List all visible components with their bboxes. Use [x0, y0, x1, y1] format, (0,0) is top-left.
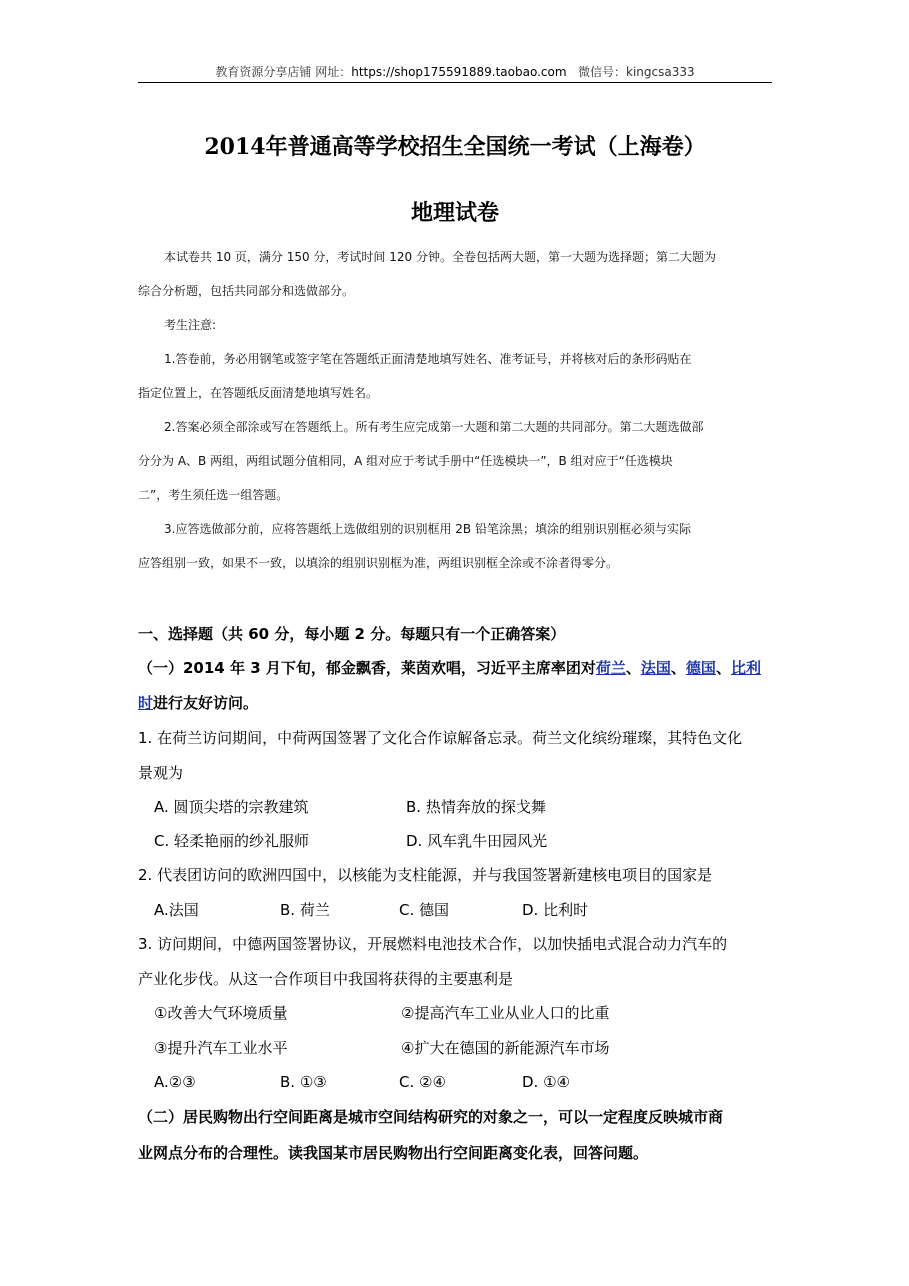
notice-line: 应答组别一致，如果不一致，以填涂的组别识别框为准，两组识别框全涂或不涂者得零分。 [138, 556, 619, 570]
question-3-cont: 产业化步伐。从这一合作项目中我国将获得的主要惠利是 [138, 970, 514, 988]
wechat-label: 微信号： [577, 65, 626, 79]
group1-text: （一）2014 年 3 月下旬，郁金飘香，莱茵欢唱，习近平主席率团对 [138, 659, 596, 677]
shop-url[interactable]: https://shop175591889.taobao.com [351, 65, 567, 79]
item-2: ②提高汽车工业从业人口的比重 [401, 1004, 610, 1022]
notice-line: 2.答案必须全部涂或写在答题纸上。所有考生应完成第一大题和第二大题的共同部分。第二大题选做部 [164, 420, 704, 434]
url-label: 网址： [315, 65, 352, 79]
link-france[interactable]: 法国 [640, 659, 671, 677]
group1-line [138, 651, 772, 685]
notice-line: 二”，考生须任选一组答题。 [138, 488, 289, 502]
separator: 、 [715, 659, 731, 677]
option-c[interactable]: C. 轻柔艳丽的纱礼服师 [154, 832, 310, 850]
item-3: ③提升汽车工业水平 [154, 1039, 288, 1057]
section-heading: 一、选择题（共 60 分，每小题 2 分。每题只有一个正确答案） [138, 625, 566, 643]
separator: 、 [625, 659, 641, 677]
intro-line: 本试卷共 10 页，满分 150 分，考试时间 120 分钟。全卷包括两大题，第一大题为选择题；第二大题为 [164, 250, 716, 264]
option-a[interactable]: A.②③ [154, 1073, 196, 1091]
question-1-cont: 景观为 [138, 764, 184, 782]
option-b[interactable]: B. 热情奔放的探戈舞 [406, 798, 546, 816]
item-1: ①改善大气环境质量 [154, 1004, 288, 1022]
wechat-id: kingcsa333 [626, 65, 695, 79]
option-d[interactable]: D. ①④ [522, 1073, 570, 1091]
group1-line-2 [138, 686, 772, 720]
question-3: 3. 访问期间，中德两国签署协议，开展燃料电池技术合作，以加快插电式混合动力汽车的 [138, 935, 728, 953]
notice-line: 3.应答选做部分前，应将答题纸上选做组别的识别框用 2B 铅笔涂黑；填涂的组别识别框必须与实际 [164, 522, 691, 536]
link-germany[interactable]: 德国 [685, 659, 716, 677]
intro-block [138, 240, 772, 580]
option-c[interactable]: C. 德国 [399, 901, 450, 919]
question-3-items [138, 1031, 772, 1065]
link-belgium-cont[interactable]: 时 [138, 694, 154, 712]
option-b[interactable]: B. 荷兰 [280, 901, 330, 919]
group2-line: （二）居民购物出行空间距离是城市空间结构研究的对象之一，可以一定程度反映城市商 [138, 1108, 724, 1126]
group2-line-2: 业网点分布的合理性。读我国某市居民购物出行空间距离变化表，回答问题。 [138, 1144, 649, 1162]
question-2-options [138, 893, 772, 927]
header-divider [138, 82, 772, 83]
separator: 、 [670, 659, 686, 677]
link-netherlands[interactable]: 荷兰 [595, 659, 626, 677]
exam-title: 2014年普通高等学校招生全国统一考试（上海卷） [204, 134, 706, 160]
question-2: 2. 代表团访问的欧洲四国中，以核能为支柱能源，并与我国签署新建核电项目的国家是 [138, 866, 713, 884]
notice-line: 1.答卷前，务必用钢笔或签字笔在答题纸正面清楚地填写姓名、准考证号，并将核对后的条形码贴在 [164, 352, 692, 366]
notice-line: 指定位置上，在答题纸反面清楚地填写姓名。 [138, 386, 379, 400]
option-d[interactable]: D. 风车乳牛田园风光 [406, 832, 548, 850]
item-4: ④扩大在德国的新能源汽车市场 [401, 1039, 610, 1057]
page-header [138, 63, 772, 80]
group1-suffix: 进行友好访问。 [153, 694, 259, 712]
option-a[interactable]: A. 圆顶尖塔的宗教建筑 [154, 798, 309, 816]
notice-line: 分分为 A、B 两组，两组试题分值相同，A 组对应于考试手册中“任选模块一”，B 组对应于“任选模块 [138, 454, 673, 468]
link-belgium[interactable]: 比利 [730, 659, 761, 677]
question-1: 1. 在荷兰访问期间，中荷两国签署了文化合作谅解备忘录。荷兰文化缤纷璀璨，其特色文化 [138, 729, 743, 747]
question-3-options [138, 1065, 772, 1099]
option-c[interactable]: C. ②④ [399, 1073, 446, 1091]
option-b[interactable]: B. ①③ [280, 1073, 327, 1091]
question-1-options [138, 824, 772, 858]
intro-line: 综合分析题，包括共同部分和选做部分。 [138, 284, 355, 298]
question-1-options [138, 790, 772, 824]
question-3-items [138, 996, 772, 1030]
notice-heading: 考生注意: [164, 318, 217, 332]
shop-name: 教育资源分享店铺 [215, 65, 312, 79]
option-a[interactable]: A.法国 [154, 901, 199, 919]
option-d[interactable]: D. 比利时 [522, 901, 589, 919]
exam-subtitle: 地理试卷 [410, 200, 499, 226]
